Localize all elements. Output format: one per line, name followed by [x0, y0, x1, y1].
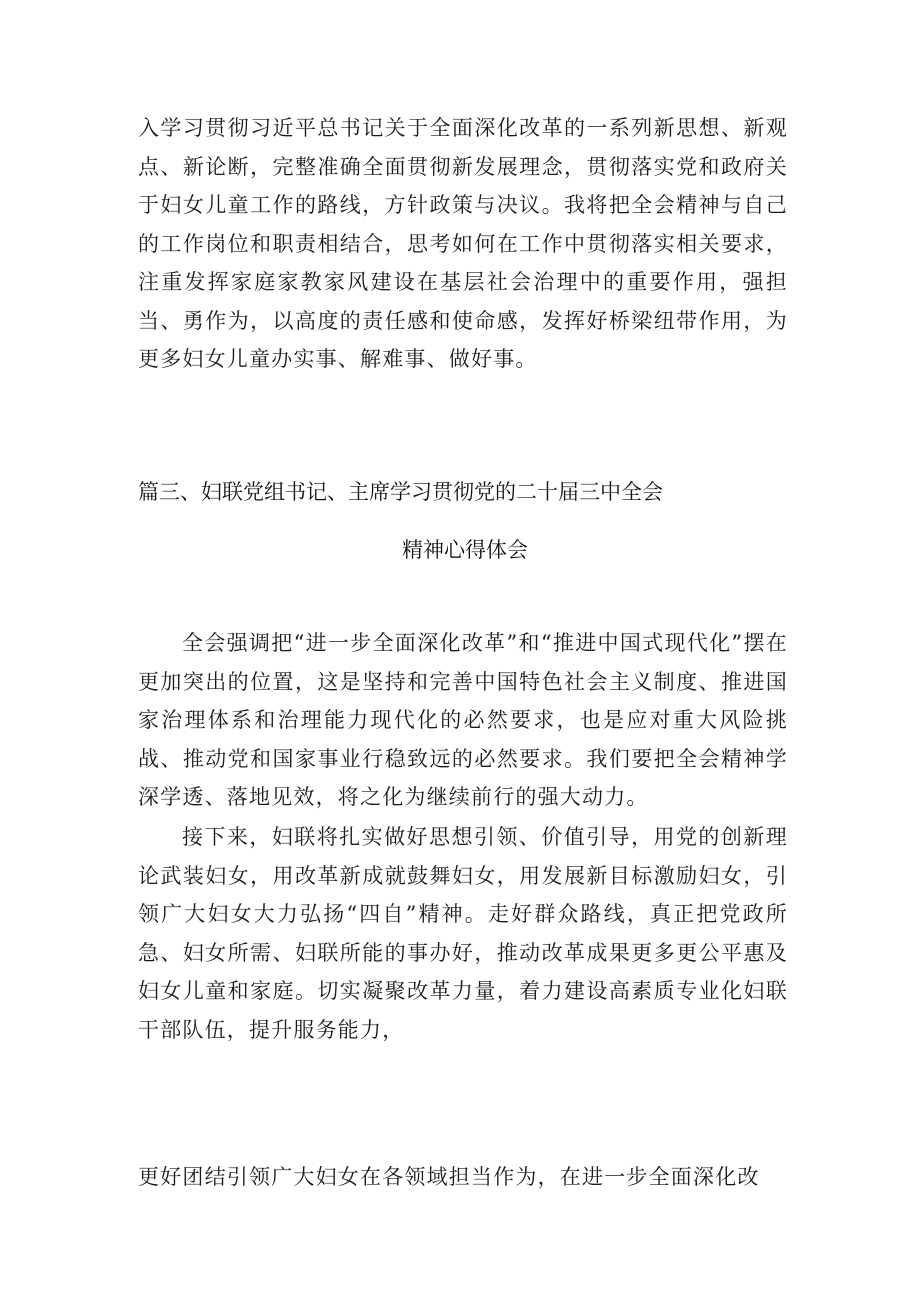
section-heading-line-1: 篇三、妇联党组书记、主席学习贯彻党的二十届三中全会 [138, 480, 663, 504]
paragraph-continued-top: 入学习贯彻习近平总书记关于全面深化改革的一系列新思想、新观点、新论断，完整准确全面贯彻新发展理念，贯彻落实党和政府关于妇女儿童工作的路线，方针政策与决议。我将把全会精神与自己的工作岗位和职责相结合，思考如何在工作中贯彻落实相关要求，注重发挥家庭家教家风建设在基层社会治理中的重要作用，强担当、勇作为，以高度的责任感和使命感，发挥好桥梁纽带作用，为更多妇女儿童办实事、解难事、做好事。 [138, 116, 788, 371]
section-heading-line-2: 精神心得体会 [402, 538, 528, 562]
paragraph-1: 全会强调把“进一步全面深化改革”和“推进中国式现代化”摆在更加突出的位置，这是坚持和完善中国特色社会主义制度、推进国家治理体系和治理能力现代化的必然要求，也是应对重大风险挑战、推动党和国家事业行稳致远的必然要求。我们要把全会精神学深学透、落地见效，将之化为继续前行的强大动力。 [138, 631, 788, 809]
paragraph-2: 接下来，妇联将扎实做好思想引领、价值引导，用党的创新理论武装妇女，用改革新成就鼓舞妇女，用发展新目标激励妇女，引领广大妇女大力弘扬“四自”精神。走好群众路线，真正把党政所急、妇女所需、妇联所能的事办好，推动改革成果更多更公平惠及妇女儿童和家庭。切实凝聚改革力量，着力建设高素质专业化妇联干部队伍，提升服务能力， [138, 825, 788, 1042]
paragraph-continued-bottom: 更好团结引领广大妇女在各领域担当作为，在进一步全面深化改 [138, 1165, 760, 1189]
